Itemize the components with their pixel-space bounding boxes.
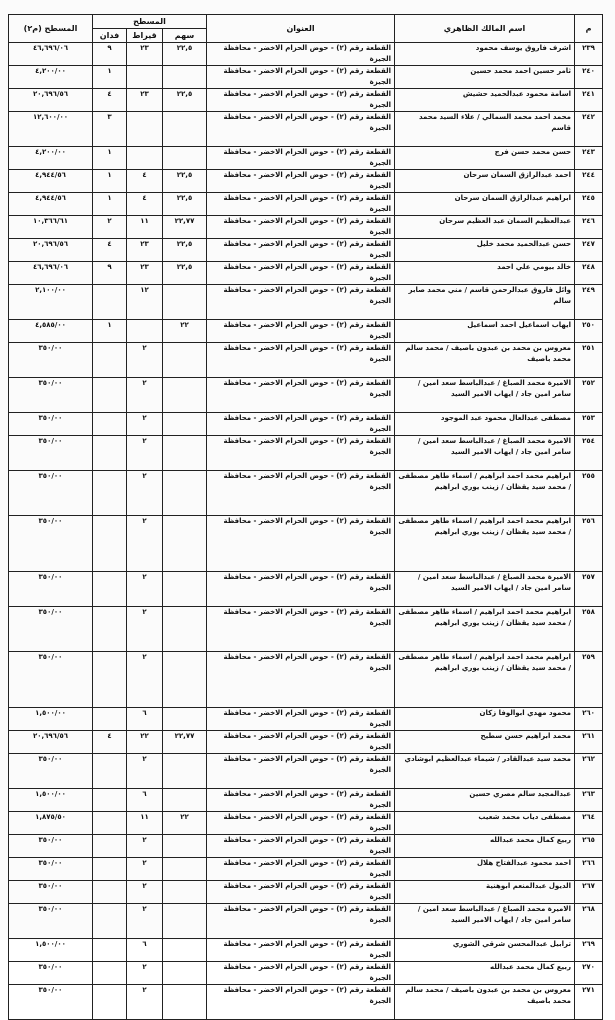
owner-name: حسن عبدالحميد محمد خليل	[395, 239, 575, 262]
owner-name: الاميرة محمد الصباغ / عبدالباسط سعد امين / سامر امين جاد / ايهاب الامير السيد	[395, 904, 575, 939]
parcel-address: القطعة رقم (٢) - حوض الحزام الاخضر - محافظة الجيزة	[207, 607, 395, 652]
owner-name: الاميرة محمد الصباغ / عبدالباسط سعد امين / سامر امين جاد / ايهاب الامير السيد	[395, 378, 575, 413]
feddan-cell	[93, 343, 127, 378]
qirat-cell: ٢	[127, 572, 163, 607]
header-index: م	[575, 15, 603, 43]
area-cell: ٣٥٠/٠٠	[9, 436, 93, 471]
owner-name: ابراهيم محمد احمد ابراهيم / اسماء طاهر مصطفى / محمد سيد يقظان / زينب يوري ابراهيم	[395, 471, 575, 516]
row-number: ٢٥٨	[575, 607, 603, 652]
row-number: ٢٤٦	[575, 216, 603, 239]
row-number: ٢٧٠	[575, 962, 603, 985]
parcel-address: القطعة رقم (٢) - حوض الحزام الاخضر - محافظة الجيزة	[207, 754, 395, 789]
share-cell	[163, 708, 207, 731]
share-cell	[163, 858, 207, 881]
owner-name: ثامر حسين احمد محمد حسين	[395, 66, 575, 89]
parcel-address: القطعة رقم (٢) - حوض الحزام الاخضر - محافظة الجيزة	[207, 708, 395, 731]
owner-name: معروس بن محمد بن عبدون باصيف / محمد سالم محمد باصيف	[395, 343, 575, 378]
share-cell	[163, 378, 207, 413]
share-cell	[163, 881, 207, 904]
area-cell: ١,٥٠٠/٠٠	[9, 789, 93, 812]
table-row	[9, 962, 603, 985]
table-row	[9, 652, 603, 708]
qirat-cell: ٦	[127, 789, 163, 812]
parcel-address: القطعة رقم (٢) - حوض الحزام الاخضر - محافظة الجيزة	[207, 652, 395, 708]
feddan-cell: ١	[93, 170, 127, 193]
qirat-cell: ١١	[127, 216, 163, 239]
area-cell: ١,٥٠٠/٠٠	[9, 939, 93, 962]
qirat-cell: ٢	[127, 858, 163, 881]
row-number: ٢٦٣	[575, 789, 603, 812]
parcel-address: القطعة رقم (٢) - حوض الحزام الاخضر - محافظة الجيزة	[207, 343, 395, 378]
area-cell: ٢,١٠٠/٠٠	[9, 285, 93, 320]
qirat-cell: ٢	[127, 962, 163, 985]
share-cell	[163, 436, 207, 471]
parcel-address: القطعة رقم (٢) - حوض الحزام الاخضر - محافظة الجيزة	[207, 216, 395, 239]
row-number: ٢٤٣	[575, 147, 603, 170]
qirat-cell: ٢	[127, 378, 163, 413]
owner-name: ابراهيم محمد احمد ابراهيم / اسماء طاهر مصطفى / محمد سيد يقظان / زينب يوري ابراهيم	[395, 607, 575, 652]
table-row	[9, 262, 603, 285]
qirat-cell: ٢	[127, 985, 163, 1020]
table-row	[9, 285, 603, 320]
header-area-m2: المسطح (م٢)	[9, 15, 93, 43]
area-cell: ١,٨٧٥/٥٠	[9, 812, 93, 835]
qirat-cell	[127, 112, 163, 147]
table-row	[9, 66, 603, 89]
area-cell: ١,٥٠٠/٠٠	[9, 708, 93, 731]
qirat-cell: ٢٣	[127, 262, 163, 285]
parcel-address: القطعة رقم (٢) - حوض الحزام الاخضر - محافظة الجيزة	[207, 436, 395, 471]
table-row	[9, 112, 603, 147]
owner-name: ابراهيم عبدالرازق السمان سرحان	[395, 193, 575, 216]
parcel-address: القطعة رقم (٢) - حوض الحزام الاخضر - محافظة الجيزة	[207, 66, 395, 89]
parcel-address: القطعة رقم (٢) - حوض الحزام الاخضر - محافظة الجيزة	[207, 904, 395, 939]
share-cell	[163, 985, 207, 1020]
parcel-address: القطعة رقم (٢) - حوض الحزام الاخضر - محافظة الجيزة	[207, 812, 395, 835]
feddan-cell: ٤	[93, 89, 127, 112]
table-row	[9, 708, 603, 731]
area-cell: ١٠,٣٦٦/٦١	[9, 216, 93, 239]
feddan-cell	[93, 285, 127, 320]
table-row	[9, 812, 603, 835]
row-number: ٢٦٥	[575, 835, 603, 858]
qirat-cell: ٢	[127, 413, 163, 436]
qirat-cell: ٢٣	[127, 43, 163, 66]
feddan-cell: ١	[93, 193, 127, 216]
parcel-address: القطعة رقم (٢) - حوض الحزام الاخضر - محافظة الجيزة	[207, 471, 395, 516]
owner-name: معروس بن محمد بن عبدون باصيف / محمد سالم محمد باصيف	[395, 985, 575, 1020]
table-row	[9, 789, 603, 812]
qirat-cell: ٢٢	[127, 731, 163, 754]
feddan-cell	[93, 436, 127, 471]
feddan-cell	[93, 516, 127, 572]
share-cell	[163, 343, 207, 378]
row-number: ٢٦٨	[575, 904, 603, 939]
area-cell: ٣٥٠/٠٠	[9, 835, 93, 858]
owner-name: محمد ابراهيم حسن سطيح	[395, 731, 575, 754]
feddan-cell: ١	[93, 320, 127, 343]
land-register-table	[8, 14, 603, 1020]
row-number: ٢٤٩	[575, 285, 603, 320]
header-owner: اسم المالك الظاهري	[395, 15, 575, 43]
row-number: ٢٦٧	[575, 881, 603, 904]
feddan-cell	[93, 378, 127, 413]
parcel-address: القطعة رقم (٢) - حوض الحزام الاخضر - محافظة الجيزة	[207, 835, 395, 858]
share-cell	[163, 147, 207, 170]
feddan-cell: ٤	[93, 239, 127, 262]
share-cell: ٢٢,٥	[163, 89, 207, 112]
feddan-cell: ١	[93, 66, 127, 89]
table-row	[9, 436, 603, 471]
row-number: ٢٥٢	[575, 378, 603, 413]
parcel-address: القطعة رقم (٢) - حوض الحزام الاخضر - محافظة الجيزة	[207, 516, 395, 572]
area-cell: ٤,٥٨٥/٠٠	[9, 320, 93, 343]
owner-name: خالد بيومي علي احمد	[395, 262, 575, 285]
row-number: ٢٥١	[575, 343, 603, 378]
qirat-cell: ٢	[127, 436, 163, 471]
table-row	[9, 516, 603, 572]
share-cell	[163, 516, 207, 572]
share-cell: ٢٢	[163, 320, 207, 343]
area-cell: ٤,٩٤٤/٥٦	[9, 193, 93, 216]
feddan-cell	[93, 413, 127, 436]
share-cell	[163, 471, 207, 516]
table-row	[9, 343, 603, 378]
parcel-address: القطعة رقم (٢) - حوض الحزام الاخضر - محافظة الجيزة	[207, 320, 395, 343]
feddan-cell	[93, 881, 127, 904]
row-number: ٢٧١	[575, 985, 603, 1020]
row-number: ٢٤٧	[575, 239, 603, 262]
row-number: ٢٥٤	[575, 436, 603, 471]
table-row	[9, 320, 603, 343]
row-number: ٢٤٠	[575, 66, 603, 89]
area-cell: ٣٥٠/٠٠	[9, 904, 93, 939]
area-cell: ٢٠,٦٩٦/٥٦	[9, 731, 93, 754]
feddan-cell: ١	[93, 147, 127, 170]
qirat-cell: ٢	[127, 516, 163, 572]
qirat-cell: ٢	[127, 652, 163, 708]
parcel-address: القطعة رقم (٢) - حوض الحزام الاخضر - محافظة الجيزة	[207, 858, 395, 881]
share-cell	[163, 413, 207, 436]
area-cell: ٣٥٠/٠٠	[9, 881, 93, 904]
share-cell	[163, 66, 207, 89]
feddan-cell	[93, 985, 127, 1020]
qirat-cell: ٤	[127, 193, 163, 216]
table-row	[9, 378, 603, 413]
parcel-address: القطعة رقم (٢) - حوض الحزام الاخضر - محافظة الجيزة	[207, 43, 395, 66]
qirat-cell: ٢٣	[127, 239, 163, 262]
feddan-cell	[93, 962, 127, 985]
area-cell: ٣٥٠/٠٠	[9, 607, 93, 652]
area-cell: ٢٠,٦٩٦/٥٦	[9, 89, 93, 112]
parcel-address: القطعة رقم (٢) - حوض الحزام الاخضر - محافظة الجيزة	[207, 239, 395, 262]
table-row	[9, 89, 603, 112]
area-cell: ٣٥٠/٠٠	[9, 413, 93, 436]
owner-name: مصطفى عبدالعال محمود عبد الموجود	[395, 413, 575, 436]
row-number: ٢٥٩	[575, 652, 603, 708]
qirat-cell: ٦	[127, 939, 163, 962]
table-row	[9, 939, 603, 962]
parcel-address: القطعة رقم (٢) - حوض الحزام الاخضر - محافظة الجيزة	[207, 378, 395, 413]
qirat-cell: ٦	[127, 708, 163, 731]
feddan-cell	[93, 607, 127, 652]
share-cell: ٢٢,٧٧	[163, 731, 207, 754]
share-cell: ٢٢,٥	[163, 170, 207, 193]
owner-name: محمد احمد محمد السمالي / علاء السيد محمد قاسم	[395, 112, 575, 147]
parcel-address: القطعة رقم (٢) - حوض الحزام الاخضر - محافظة الجيزة	[207, 147, 395, 170]
area-cell: ٣٥٠/٠٠	[9, 572, 93, 607]
feddan-cell	[93, 858, 127, 881]
qirat-cell: ١١	[127, 812, 163, 835]
owner-name: ربيع كمال محمد عبدالله	[395, 962, 575, 985]
owner-name: حسن محمد حسن فرج	[395, 147, 575, 170]
row-number: ٢٤٨	[575, 262, 603, 285]
feddan-cell: ٩	[93, 43, 127, 66]
owner-name: محمد سيد عبدالقادر / شيماء عبدالعظيم ابوشادي	[395, 754, 575, 789]
owner-name: عبدالمجيد سالم مصري حسين	[395, 789, 575, 812]
area-cell: ٣٥٠/٠٠	[9, 985, 93, 1020]
table-row	[9, 43, 603, 66]
qirat-cell: ٢٣	[127, 89, 163, 112]
feddan-cell	[93, 652, 127, 708]
qirat-cell: ١٢	[127, 285, 163, 320]
area-cell: ٣٥٠/٠٠	[9, 962, 93, 985]
area-cell: ٣٥٠/٠٠	[9, 471, 93, 516]
owner-name: مصطفى دياب محمد شعيب	[395, 812, 575, 835]
row-number: ٢٤٥	[575, 193, 603, 216]
share-cell: ٢٢	[163, 812, 207, 835]
share-cell	[163, 789, 207, 812]
row-number: ٢٦٤	[575, 812, 603, 835]
qirat-cell: ٤	[127, 170, 163, 193]
row-number: ٢٦٢	[575, 754, 603, 789]
owner-name: الاميرة محمد الصباغ / عبدالباسط سعد امين / سامر امين جاد / ايهاب الامير السيد	[395, 436, 575, 471]
parcel-address: القطعة رقم (٢) - حوض الحزام الاخضر - محافظة الجيزة	[207, 285, 395, 320]
qirat-cell: ٢	[127, 835, 163, 858]
owner-name: ربيع كمال محمد عبدالله	[395, 835, 575, 858]
owner-name: الاميرة محمد الصباغ / عبدالباسط سعد امين / سامر امين جاد / ايهاب الامير السيد	[395, 572, 575, 607]
feddan-cell: ٢	[93, 216, 127, 239]
share-cell	[163, 962, 207, 985]
area-cell: ٣٥٠/٠٠	[9, 378, 93, 413]
table-row	[9, 147, 603, 170]
qirat-cell: ٢	[127, 471, 163, 516]
qirat-cell	[127, 66, 163, 89]
owner-name: احمد محمود عبدالفتاح هلال	[395, 858, 575, 881]
area-cell: ٣٥٠/٠٠	[9, 652, 93, 708]
share-cell: ٢٢,٥	[163, 193, 207, 216]
share-cell: ٢٢,٥	[163, 43, 207, 66]
area-cell: ٤٦,٦٩٦/٠٦	[9, 262, 93, 285]
owner-name: عبدالعظيم السمان عبد العظيم سرحان	[395, 216, 575, 239]
table-row	[9, 835, 603, 858]
parcel-address: القطعة رقم (٢) - حوض الحزام الاخضر - محافظة الجيزة	[207, 962, 395, 985]
parcel-address: القطعة رقم (٢) - حوض الحزام الاخضر - محافظة الجيزة	[207, 881, 395, 904]
owner-name: اسامة محمود عبدالحميد حشيش	[395, 89, 575, 112]
owner-name: ترابيل عبدالمحسن شرقي الشوري	[395, 939, 575, 962]
parcel-address: القطعة رقم (٢) - حوض الحزام الاخضر - محافظة الجيزة	[207, 939, 395, 962]
table-row	[9, 731, 603, 754]
table-row	[9, 858, 603, 881]
parcel-address: القطعة رقم (٢) - حوض الحزام الاخضر - محافظة الجيزة	[207, 572, 395, 607]
qirat-cell: ٢	[127, 607, 163, 652]
area-cell: ٤٦,٦٩٦/٠٦	[9, 43, 93, 66]
parcel-address: القطعة رقم (٢) - حوض الحزام الاخضر - محافظة الجيزة	[207, 262, 395, 285]
qirat-cell: ٢	[127, 904, 163, 939]
parcel-address: القطعة رقم (٢) - حوض الحزام الاخضر - محافظة الجيزة	[207, 193, 395, 216]
share-cell	[163, 754, 207, 789]
parcel-address: القطعة رقم (٢) - حوض الحزام الاخضر - محافظة الجيزة	[207, 89, 395, 112]
owner-name: الديول عبدالمنعم ابوهنية	[395, 881, 575, 904]
share-cell: ٢٢,٥	[163, 239, 207, 262]
area-cell: ٣٥٠/٠٠	[9, 858, 93, 881]
row-number: ٢٥٧	[575, 572, 603, 607]
table-row	[9, 239, 603, 262]
area-cell: ٤,٩٤٤/٥٦	[9, 170, 93, 193]
feddan-cell: ٩	[93, 262, 127, 285]
feddan-cell	[93, 812, 127, 835]
qirat-cell: ٢	[127, 754, 163, 789]
table-row	[9, 471, 603, 516]
owner-name: احمد عبدالرازق السمان سرحان	[395, 170, 575, 193]
table-row	[9, 193, 603, 216]
row-number: ٢٥٠	[575, 320, 603, 343]
row-number: ٢٥٥	[575, 471, 603, 516]
table-row	[9, 216, 603, 239]
feddan-cell	[93, 572, 127, 607]
share-cell: ٢٢,٧٧	[163, 216, 207, 239]
area-cell: ٢٠,٦٩٦/٥٦	[9, 239, 93, 262]
qirat-cell	[127, 320, 163, 343]
share-cell	[163, 835, 207, 858]
row-number: ٢٤١	[575, 89, 603, 112]
area-cell: ٤,٢٠٠/٠٠	[9, 66, 93, 89]
row-number: ٢٦١	[575, 731, 603, 754]
parcel-address: القطعة رقم (٢) - حوض الحزام الاخضر - محافظة الجيزة	[207, 112, 395, 147]
share-cell	[163, 904, 207, 939]
feddan-cell	[93, 939, 127, 962]
area-cell: ٣٥٠/٠٠	[9, 343, 93, 378]
table-row	[9, 572, 603, 607]
parcel-address: القطعة رقم (٢) - حوض الحزام الاخضر - محافظة الجيزة	[207, 413, 395, 436]
owner-name: اشرف فاروق يوسف محمود	[395, 43, 575, 66]
row-number: ٢٦٠	[575, 708, 603, 731]
parcel-address: القطعة رقم (٢) - حوض الحزام الاخضر - محافظة الجيزة	[207, 170, 395, 193]
parcel-address: القطعة رقم (٢) - حوض الحزام الاخضر - محافظة الجيزة	[207, 731, 395, 754]
row-number: ٢٤٢	[575, 112, 603, 147]
table-row	[9, 607, 603, 652]
row-number: ٢٥٣	[575, 413, 603, 436]
header-address: العنوان	[207, 15, 395, 43]
share-cell	[163, 652, 207, 708]
table-row	[9, 985, 603, 1020]
qirat-cell: ٢	[127, 343, 163, 378]
feddan-cell	[93, 835, 127, 858]
feddan-cell	[93, 708, 127, 731]
header-feddan: فدان	[93, 29, 127, 43]
feddan-cell: ٣	[93, 112, 127, 147]
area-cell: ١٢,٦٠٠/٠٠	[9, 112, 93, 147]
feddan-cell	[93, 789, 127, 812]
owner-name: وائل فاروق عبدالرحمن قاسم / مني محمد صابر سالم	[395, 285, 575, 320]
owner-name: محمود مهدي ابوالوفا زكان	[395, 708, 575, 731]
feddan-cell	[93, 471, 127, 516]
owner-name: ابراهيم محمد احمد ابراهيم / اسماء طاهر مصطفى / محمد سيد يقظان / زينب يوري ابراهيم	[395, 652, 575, 708]
feddan-cell	[93, 904, 127, 939]
share-cell	[163, 572, 207, 607]
table-row	[9, 413, 603, 436]
share-cell: ٢٢,٥	[163, 262, 207, 285]
row-number: ٢٣٩	[575, 43, 603, 66]
area-cell: ٣٥٠/٠٠	[9, 516, 93, 572]
table-row	[9, 754, 603, 789]
table-row	[9, 170, 603, 193]
area-cell: ٤,٢٠٠/٠٠	[9, 147, 93, 170]
row-number: ٢٥٦	[575, 516, 603, 572]
parcel-address: القطعة رقم (٢) - حوض الحزام الاخضر - محافظة الجيزة	[207, 985, 395, 1020]
share-cell	[163, 285, 207, 320]
feddan-cell: ٤	[93, 731, 127, 754]
header-share: سهم	[163, 29, 207, 43]
row-number: ٢٦٩	[575, 939, 603, 962]
row-number: ٢٦٦	[575, 858, 603, 881]
table-row	[9, 904, 603, 939]
qirat-cell: ٢	[127, 881, 163, 904]
share-cell	[163, 607, 207, 652]
header-area-group: المسطح	[93, 15, 207, 29]
header-qirat: قيراط	[127, 29, 163, 43]
qirat-cell	[127, 147, 163, 170]
share-cell	[163, 939, 207, 962]
parcel-address: القطعة رقم (٢) - حوض الحزام الاخضر - محافظة الجيزة	[207, 789, 395, 812]
row-number: ٢٤٤	[575, 170, 603, 193]
share-cell	[163, 112, 207, 147]
table-row	[9, 881, 603, 904]
owner-name: ايهاب اسماعيل احمد اسماعيل	[395, 320, 575, 343]
feddan-cell	[93, 754, 127, 789]
owner-name: ابراهيم محمد احمد ابراهيم / اسماء طاهر مصطفى / محمد سيد يقظان / زينب يوري ابراهيم	[395, 516, 575, 572]
area-cell: ٣٥٠/٠٠	[9, 754, 93, 789]
